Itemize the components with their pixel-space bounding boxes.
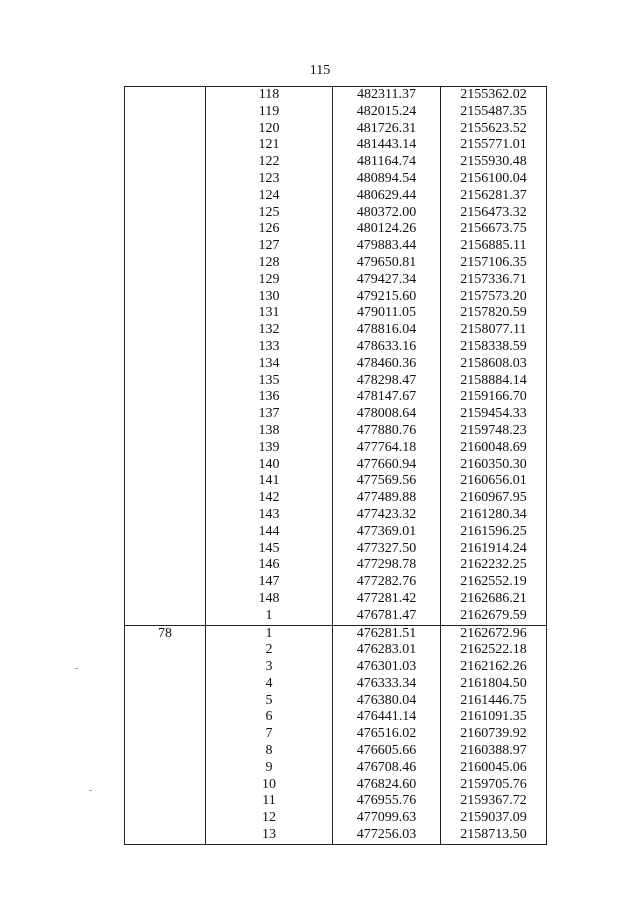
y-coordinate-cell: 2158713.50 [441, 827, 547, 844]
y-coordinate-cell: 2161914.24 [441, 541, 547, 558]
y-coordinate-cell: 2155487.35 [441, 104, 547, 121]
x-coordinate-cell: 478008.64 [333, 406, 441, 423]
point-number-cell: 118 [206, 87, 333, 104]
y-coordinate-cell: 2160967.95 [441, 490, 547, 507]
y-coordinate-cell: 2162679.59 [441, 608, 547, 625]
table-section [125, 625, 547, 844]
x-coordinate-cell: 482311.37 [333, 87, 441, 104]
y-coordinate-cell: 2155930.48 [441, 154, 547, 171]
point-number-cell: 141 [206, 473, 333, 490]
y-coordinate-cell: 2162552.19 [441, 574, 547, 591]
y-coordinate-cell: 2157573.20 [441, 289, 547, 306]
y-coordinate-cell: 2155362.02 [441, 87, 547, 104]
point-number-cell: 138 [206, 423, 333, 440]
point-number-cell: 9 [206, 760, 333, 777]
x-coordinate-cell: 476824.60 [333, 777, 441, 794]
y-coordinate-cell: 2156473.32 [441, 205, 547, 222]
point-number-cell: 124 [206, 188, 333, 205]
y-coordinate-cell: 2156281.37 [441, 188, 547, 205]
table-row [125, 87, 547, 104]
x-coordinate-cell: 478460.36 [333, 356, 441, 373]
point-number-cell: 12 [206, 810, 333, 827]
point-number-cell: 134 [206, 356, 333, 373]
x-coordinate-cell: 476781.47 [333, 608, 441, 625]
x-coordinate-cell: 478816.04 [333, 322, 441, 339]
x-coordinate-cell: 478147.67 [333, 389, 441, 406]
x-coordinate-cell: 476333.34 [333, 676, 441, 693]
x-coordinate-cell: 477298.78 [333, 557, 441, 574]
x-coordinate-cell: 479011.05 [333, 305, 441, 322]
y-coordinate-cell: 2155771.01 [441, 137, 547, 154]
y-coordinate-cell: 2161280.34 [441, 507, 547, 524]
x-coordinate-cell: 479650.81 [333, 255, 441, 272]
y-coordinate-cell: 2158077.11 [441, 322, 547, 339]
y-coordinate-cell: 2156885.11 [441, 238, 547, 255]
x-coordinate-cell: 477256.03 [333, 827, 441, 844]
x-coordinate-cell: 480629.44 [333, 188, 441, 205]
point-number-cell: 133 [206, 339, 333, 356]
x-coordinate-cell: 479215.60 [333, 289, 441, 306]
point-number-cell: 144 [206, 524, 333, 541]
x-coordinate-cell: 476955.76 [333, 793, 441, 810]
y-coordinate-cell: 2159705.76 [441, 777, 547, 794]
x-coordinate-cell: 478633.16 [333, 339, 441, 356]
y-coordinate-cell: 2161446.75 [441, 693, 547, 710]
y-coordinate-cell: 2161596.25 [441, 524, 547, 541]
y-coordinate-cell: 2162232.25 [441, 557, 547, 574]
point-number-cell: 128 [206, 255, 333, 272]
x-coordinate-cell: 479883.44 [333, 238, 441, 255]
y-coordinate-cell: 2159748.23 [441, 423, 547, 440]
y-coordinate-cell: 2159166.70 [441, 389, 547, 406]
y-coordinate-cell: 2161804.50 [441, 676, 547, 693]
y-coordinate-cell: 2162162.26 [441, 659, 547, 676]
x-coordinate-cell: 482015.24 [333, 104, 441, 121]
y-coordinate-cell: 2156673.75 [441, 221, 547, 238]
point-number-cell: 140 [206, 457, 333, 474]
y-coordinate-cell: 2160350.30 [441, 457, 547, 474]
point-number-cell: 1 [206, 608, 333, 625]
x-coordinate-cell: 477423.32 [333, 507, 441, 524]
y-coordinate-cell: 2157820.59 [441, 305, 547, 322]
table-section [125, 87, 547, 626]
point-number-cell: 11 [206, 793, 333, 810]
y-coordinate-cell: 2159367.72 [441, 793, 547, 810]
y-coordinate-cell: 2160739.92 [441, 726, 547, 743]
point-number-cell: 126 [206, 221, 333, 238]
x-coordinate-cell: 480124.26 [333, 221, 441, 238]
point-number-cell: 1 [206, 625, 333, 642]
x-coordinate-cell: 477880.76 [333, 423, 441, 440]
point-number-cell: 3 [206, 659, 333, 676]
coordinates-table [124, 86, 547, 845]
point-number-cell: 8 [206, 743, 333, 760]
point-number-cell: 139 [206, 440, 333, 457]
x-coordinate-cell: 477369.01 [333, 524, 441, 541]
point-number-cell: 122 [206, 154, 333, 171]
x-coordinate-cell: 479427.34 [333, 272, 441, 289]
x-coordinate-cell: 477764.18 [333, 440, 441, 457]
y-coordinate-cell: 2161091.35 [441, 709, 547, 726]
group-number-cell [125, 87, 206, 626]
x-coordinate-cell: 476516.02 [333, 726, 441, 743]
y-coordinate-cell: 2156100.04 [441, 171, 547, 188]
x-coordinate-cell: 478298.47 [333, 373, 441, 390]
x-coordinate-cell: 481726.31 [333, 121, 441, 138]
point-number-cell: 136 [206, 389, 333, 406]
y-coordinate-cell: 2160388.97 [441, 743, 547, 760]
y-coordinate-cell: 2162672.96 [441, 625, 547, 642]
point-number-cell: 121 [206, 137, 333, 154]
point-number-cell: 135 [206, 373, 333, 390]
point-number-cell: 125 [206, 205, 333, 222]
point-number-cell: 145 [206, 541, 333, 558]
x-coordinate-cell: 481164.74 [333, 154, 441, 171]
point-number-cell: 123 [206, 171, 333, 188]
y-coordinate-cell: 2158608.03 [441, 356, 547, 373]
y-coordinate-cell: 2157106.35 [441, 255, 547, 272]
point-number-cell: 5 [206, 693, 333, 710]
page-number: 115 [309, 63, 331, 78]
y-coordinate-cell: 2162522.18 [441, 642, 547, 659]
y-coordinate-cell: 2157336.71 [441, 272, 547, 289]
y-coordinate-cell: 2160045.06 [441, 760, 547, 777]
x-coordinate-cell: 476605.66 [333, 743, 441, 760]
x-coordinate-cell: 477281.42 [333, 591, 441, 608]
x-coordinate-cell: 476283.01 [333, 642, 441, 659]
group-number-cell: 78 [125, 625, 206, 844]
point-number-cell: 143 [206, 507, 333, 524]
y-coordinate-cell: 2160048.69 [441, 440, 547, 457]
x-coordinate-cell: 476441.14 [333, 709, 441, 726]
x-coordinate-cell: 477569.56 [333, 473, 441, 490]
point-number-cell: 120 [206, 121, 333, 138]
point-number-cell: 4 [206, 676, 333, 693]
y-coordinate-cell: 2162686.21 [441, 591, 547, 608]
point-number-cell: 129 [206, 272, 333, 289]
y-coordinate-cell: 2160656.01 [441, 473, 547, 490]
x-coordinate-cell: 476380.04 [333, 693, 441, 710]
point-number-cell: 7 [206, 726, 333, 743]
point-number-cell: 119 [206, 104, 333, 121]
point-number-cell: 146 [206, 557, 333, 574]
y-coordinate-cell: 2158884.14 [441, 373, 547, 390]
point-number-cell: 13 [206, 827, 333, 844]
point-number-cell: 131 [206, 305, 333, 322]
x-coordinate-cell: 480372.00 [333, 205, 441, 222]
point-number-cell: 127 [206, 238, 333, 255]
y-coordinate-cell: 2159454.33 [441, 406, 547, 423]
point-number-cell: 148 [206, 591, 333, 608]
point-number-cell: 142 [206, 490, 333, 507]
scan-speck [75, 668, 78, 669]
x-coordinate-cell: 477327.50 [333, 541, 441, 558]
x-coordinate-cell: 477489.88 [333, 490, 441, 507]
x-coordinate-cell: 476708.46 [333, 760, 441, 777]
x-coordinate-cell: 477099.63 [333, 810, 441, 827]
x-coordinate-cell: 480894.54 [333, 171, 441, 188]
point-number-cell: 6 [206, 709, 333, 726]
point-number-cell: 137 [206, 406, 333, 423]
x-coordinate-cell: 481443.14 [333, 137, 441, 154]
y-coordinate-cell: 2158338.59 [441, 339, 547, 356]
x-coordinate-cell: 477282.76 [333, 574, 441, 591]
x-coordinate-cell: 476301.03 [333, 659, 441, 676]
scan-speck [89, 790, 92, 791]
point-number-cell: 10 [206, 777, 333, 794]
table-row [125, 625, 547, 642]
point-number-cell: 147 [206, 574, 333, 591]
point-number-cell: 130 [206, 289, 333, 306]
x-coordinate-cell: 476281.51 [333, 625, 441, 642]
x-coordinate-cell: 477660.94 [333, 457, 441, 474]
point-number-cell: 132 [206, 322, 333, 339]
y-coordinate-cell: 2155623.52 [441, 121, 547, 138]
y-coordinate-cell: 2159037.09 [441, 810, 547, 827]
point-number-cell: 2 [206, 642, 333, 659]
